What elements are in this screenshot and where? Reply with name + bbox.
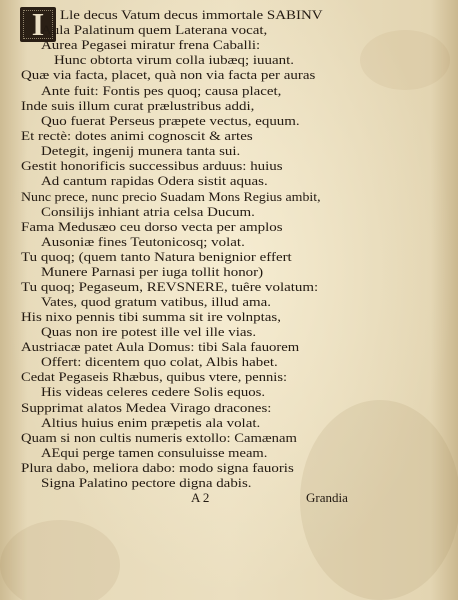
verse-line: Aula Palatinum quem Laterana vocat, xyxy=(41,22,268,37)
verse-line: Consilijs inhiant atria celsa Ducum. xyxy=(41,204,255,219)
verse-line: Cedat Pegaseis Rhæbus, quibus vtere, pennis: xyxy=(21,369,288,384)
verse-line: His nixo pennis tibi summa sit ire volnptas, xyxy=(21,309,281,324)
verse-line: Signa Palatino pectore digna dabis. xyxy=(41,475,252,490)
verse-line: Supprimat alatos Medea Virago dracones: xyxy=(21,400,272,415)
verse-line: Aurea Pegasei miratur frena Caballi: xyxy=(41,37,261,52)
catchword: Grandia xyxy=(306,490,348,505)
verse-line: Tu quoq; Pegaseum, REVSNERE, tuêre volatum: xyxy=(21,279,319,294)
verse-line: Offert: dicentem quo colat, Albis habet. xyxy=(41,354,278,369)
verse-line: Quo fuerat Perseus præpete vectus, equum. xyxy=(41,113,300,128)
verse-line: Detegit, ingenij munera tanta sui. xyxy=(41,143,241,158)
verse-line: Plura dabo, meliora dabo: modo signa fauoris xyxy=(21,460,294,475)
verse-line: Inde suis illum curat prælustribus addi, xyxy=(21,98,255,113)
verse-line: Hunc obtorta virum colla iubæq; iuuant. xyxy=(54,52,294,67)
verse-line: Tu quoq; (quem tanto Natura benignior effert xyxy=(21,249,292,264)
verse-line: Ante fuit: Fontis pes quoq; causa placet, xyxy=(41,83,282,98)
verse-line: Ausoniæ fines Teutonicosq; volat. xyxy=(41,234,245,249)
verse-line: Altius huius enim præpetis ala volat. xyxy=(41,415,261,430)
verse-line: Et rectè: dotes animi cognoscit & artes xyxy=(21,128,253,143)
verse-line: His videas celeres cedere Solis equos. xyxy=(41,384,266,399)
verse-line: Quas non ire potest ille vel ille vias. xyxy=(41,324,257,339)
verse-line: Quæ via facta, placet, quà non via facta per auras xyxy=(21,67,316,82)
page-signature: A 2 xyxy=(191,490,210,505)
verse-line: Austriacæ patet Aula Domus: tibi Sala fauorem xyxy=(21,339,300,354)
verse-line: Fama Medusæo ceu dorso vecta per amplos xyxy=(21,219,283,234)
verse-line: Nunc prece, nunc precio Suadam Mons Regius ambit, xyxy=(21,189,321,204)
paper-stain xyxy=(0,520,120,600)
verse-line: Gestit honorificis successibus arduus: huius xyxy=(21,158,283,173)
paper-stain xyxy=(360,30,450,90)
verse-line: Munere Parnasi per iuga tollit honor) xyxy=(41,264,264,279)
verse-line: Quam si non cultis numeris extollo: Camænam xyxy=(21,430,297,445)
verse-line: Lle decus Vatum decus immortale SABINV xyxy=(60,7,323,22)
verse-line: AEqui perge tamen consuluisse meam. xyxy=(41,445,268,460)
verse-line: Ad cantum rapidas Odera sistit aquas. xyxy=(41,173,268,188)
verse-line: Vates, quod gratum vatibus, illud ama. xyxy=(41,294,272,309)
initial-letter: I xyxy=(31,7,45,42)
